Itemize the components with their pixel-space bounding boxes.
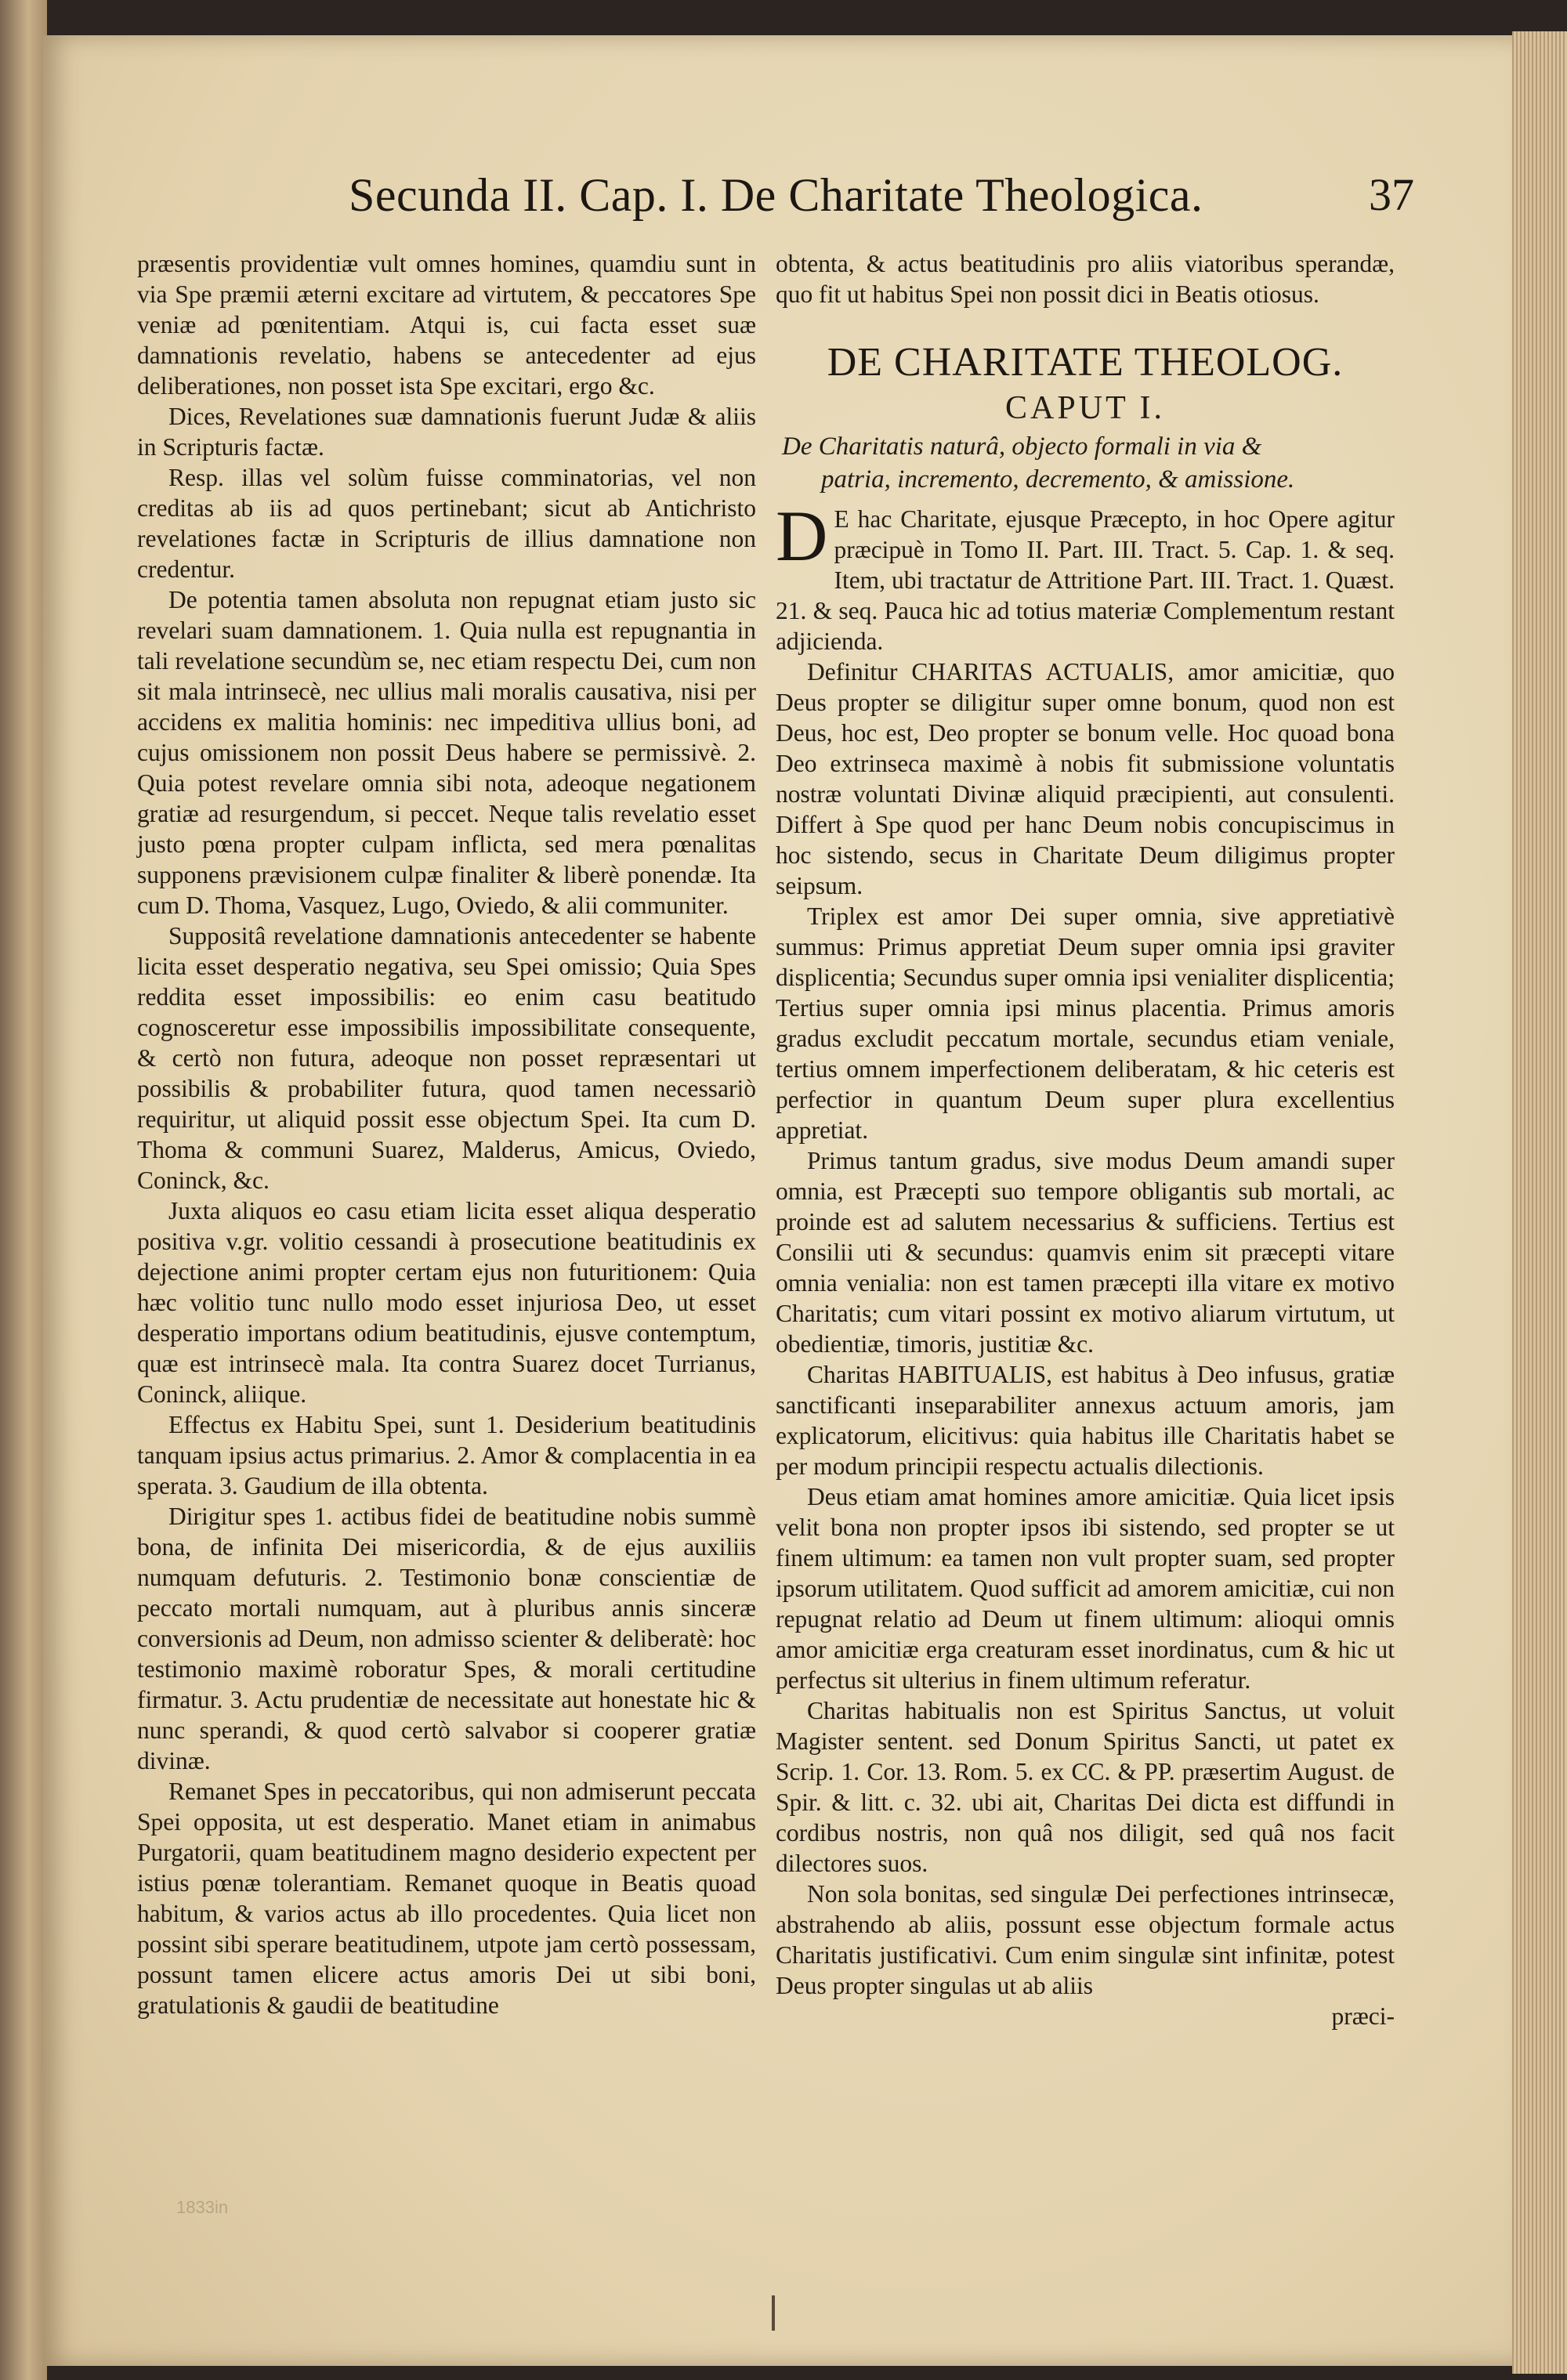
subtitle-line-2: patria, incremento, decremento, & amissione. <box>821 465 1295 494</box>
faint-stamp: 1833in <box>176 2197 229 2217</box>
paragraph: Remanet Spes in peccatoribus, qui non admiserunt peccata Spei opposita, ut est desperatio. Manet etiam in animabus Purgatorii, quam beatitudinem magno desiderio expectent per istius pœnæ tolerantiam. Remanet quoque in Beatis quoad habitum, & varios actus ab illo procedentes. Quia licet non possint sibi sperare beatitudinem, utpote jam certò possessam, possunt tamen elicere actus amoris Dei ut sibi boni, gratulationis & gaudii de beatitudine <box>137 1778 756 2019</box>
fore-edge-pages <box>1512 31 1567 2374</box>
paragraph: Resp. illas vel solùm fuisse comminatorias, vel non creditas ab iis ad quos pertinebant; sicut ab Antichristo revelationes factæ in Scripturis de illius damnatione non credentur. <box>137 464 756 583</box>
paragraph: De potentia tamen absoluta non repugnat etiam justo sic revelari suam damnationem. 1. Quia nulla est repugnantia in tali revelatione secundùm se, nec etiam respectu Dei, cum non sit mala intrinsecè, nec ullius mali moralis causativa, nisi per accidens ex malitia hominis: nec impeditiva ullius boni, ad cujus omissionem non possit Deus habere se permissivè. 2. Quia potest revelare omnia sibi nota, adeoque negationem gratiæ ad resurgendum, si peccet. Neque talis revelatio esset justo pœna propter culpam inflicta, sed mera pœnalitas supponens prævisionem culpæ finaliter & liberè ponendæ. Ita cum D. Thoma, Vasquez, Lugo, Oviedo, & alii communiter. <box>137 586 756 919</box>
paragraph: Effectus ex Habitu Spei, sunt 1. Desiderium beatitudinis tanquam ipsius actus primarius. 2. Amor & complacentia in ea sperata. 3. Gaudium de illa obtenta. <box>137 1411 756 1499</box>
paragraph: præsentis providentiæ vult omnes homines, quamdiu sunt in via Spe præmii æterni excitare ad virtutem, & peccatores Spe veniæ ad pœnitentiam. Atqui is, cui facta esset suæ damnationis revelatio, habens se antecedenter ad ejus deliberationes, non posset ista Spe excitari, ergo &c. <box>137 250 756 400</box>
catchword: præci- <box>1331 2002 1395 2030</box>
running-header <box>349 168 1414 231</box>
drop-capital: D <box>776 496 828 576</box>
left-column <box>137 248 756 2020</box>
opening-paragraph-text: E hac Charitate, ejusque Præcepto, in hoc Opere agitur præcipuè in Tomo II. Part. III. Tract. 5. Cap. 1. & seq. Item, ubi tractatur de Attritione Part. III. Tract. 1. Quæst. 21. & seq. Pauca hic ad totius materiæ Complementum restant adjicienda. <box>776 505 1395 655</box>
paragraph: Triplex est amor Dei super omnia, sive appretiativè summus: Primus appretiat Deum super omnia ipsi graviter displicentia; Secundus super omnia ipsi venialiter displicentia; Tertius super omnia ipsi minus placentia. Primus amoris gradus excludit peccatum mortale, secundus etiam veniale, tertius omnem imperfectionem deliberatam, & hic ceteris est perfectior in quantum Deum super plura excellentius appretiat. <box>776 902 1395 1144</box>
paragraph: Charitas habitualis non est Spiritus Sanctus, ut voluit Magister sentent. sed Donum Spiritus Sancti, ut patet ex Scrip. 1. Cor. 13. Rom. 5. ex CC. & PP. præsertim August. de Spir. & litt. c. 32. ubi ait, Charitas Dei dicta est diffundi in cordibus nostris, non quâ nos diligit, sed quâ nos facit dilectores suos. <box>776 1697 1395 1877</box>
paragraph: Suppositâ revelatione damnationis antecedenter se habente licita esset desperatio negativa, seu Spei omissio; Quia Spes reddita esset impossibilis: eo enim casu beatitudo cognosceretur esse impossibilis impossibilitate consequente, & certò non futura, adeoque non posset repræsentari ut possibilis & probabiliter futura, quod tamen necessariò requiritur, ut aliquid possit esse objectum Spei. Ita cum D. Thoma & communi Suarez, Malderus, Amicus, Oviedo, Coninck, &c. <box>137 922 756 1194</box>
paragraph: Primus tantum gradus, sive modus Deum amandi super omnia, est Præcepti suo tempore obligantis sub mortali, ac proinde est ad salutem necessarius & sufficiens. Tertius est Consilii uti & secundus: quamvis enim sit præcepti vitare omnia venialia: non est tamen præcepti illa vitare ex motivo Charitatis; cum vitari possint ex motivo aliarum virtutum, ut obedientiæ, timoris, justitiæ &c. <box>776 1147 1395 1358</box>
book-page <box>43 35 1516 2366</box>
left-page-edge <box>0 0 47 2380</box>
chapter-subtitle <box>776 430 1395 496</box>
gutter-mark <box>772 2295 775 2331</box>
paragraph: Charitas HABITUALIS, est habitus à Deo infusus, gratiæ sanctificanti inseparabiliter annexus actuum amoris, jam explicatorum, elicitivus: quia habitus ille Charitatis habet se per modum principii respectu actualis dilectionis. <box>776 1361 1395 1480</box>
paragraph: Definitur CHARITAS ACTUALIS, amor amicitiæ, quo Deus propter se diligitur super omne bonum, quod non est Deus, hoc est, Deo propter se bonum velle. Hoc quoad bona Deo extrinseca maximè à nobis fit submissione voluntatis nostræ voluntati Divinæ aliquid præcipienti, aut consulenti. Differt à Spe quod per hanc Deum nobis concupiscimus in hoc sistendo, secus in Charitate Deum diligimus propter seipsum. <box>776 658 1395 899</box>
subtitle-line-1: De Charitatis naturâ, objecto formali in via & <box>782 432 1262 461</box>
right-column <box>776 248 1395 2031</box>
paragraph: Dices, Revelationes suæ damnationis fuerunt Judæ & aliis in Scripturis factæ. <box>137 403 756 461</box>
paragraph: obtenta, & actus beatitudinis pro aliis viatoribus sperandæ, quo fit ut habitus Spei non possit dici in Beatis otiosus. <box>776 250 1395 308</box>
paragraph: Juxta aliquos eo casu etiam licita esset aliqua desperatio positiva v.gr. volitio cessandi à prosecutione beatitudinis ex dejectione animi propter certam ejus non futuritionem: Quia hæc volitio tunc nullo modo esset injuriosa Deo, ut esset desperatio importans odium beatitudinis, ejusve contemptum, quæ est intrinsecè mala. Ita contra Suarez docet Turrianus, Coninck, aliique. <box>137 1197 756 1408</box>
paragraph: Non sola bonitas, sed singulæ Dei perfectiones intrinsecæ, abstrahendo ab aliis, possunt esse objectum formale actus Charitatis justificativi. Cum enim singulæ sint infinitæ, potest Deus propter singulas ut ab aliis <box>776 1880 1395 1999</box>
paragraph: Dirigitur spes 1. actibus fidei de beatitudine nobis summè bona, de infinita Dei misericordia, & de ejus auxiliis numquam defuturis. 2. Testimonio bonæ conscientiæ de peccato mortali numquam, aut à pluribus annis sinceræ conversionis ad Deum, non admisso scienter & deliberatè: hoc testimonio maximè roboratur Spes, & morali certitudine firmatur. 3. Actu prudentiæ de necessitate aut honestate hic & nunc sperandi, & quod certò salvabor si cooperer gratiæ divinæ. <box>137 1503 756 1774</box>
paragraph: Deus etiam amat homines amore amicitiæ. Quia licet ipsis velit bona non propter ipsos ibi sistendo, sed propter se ut finem ultimum: ea tamen non vult propter suam, sed propter ipsorum utilitatem. Quod sufficit ad amorem amicitiæ, cui non repugnat relatio ad Deum ut finem ultimum: alioqui omnis amor amicitiæ erga creaturam esset inordinatus, cum & hic ut perfectus sit ulterius in finem ultimum referatur. <box>776 1483 1395 1694</box>
page-number: 37 <box>1369 169 1414 220</box>
section-title: DE CHARITATE THEOLOG. <box>827 340 1344 385</box>
chapter-title: CAPUT I. <box>1005 390 1165 426</box>
opening-paragraph <box>776 496 1395 656</box>
header-title: Secunda II. Cap. I. De Charitate Theologica. <box>349 169 1203 221</box>
